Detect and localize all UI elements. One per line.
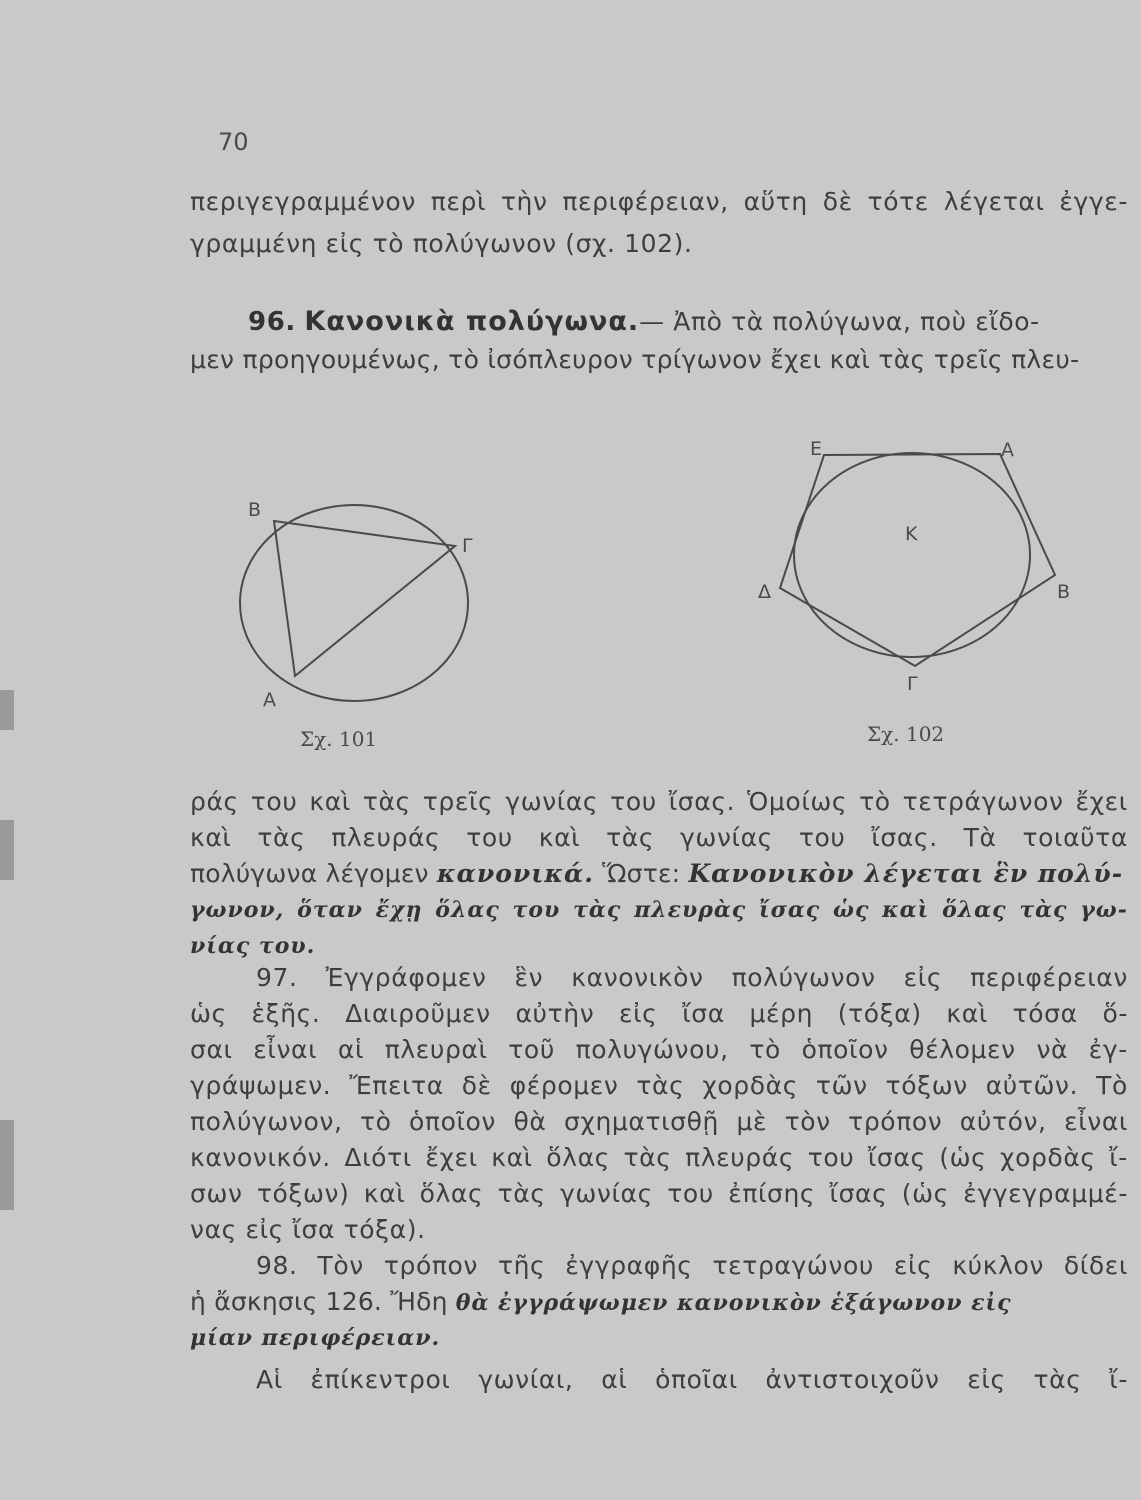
word: θέλομεν [909, 1035, 1016, 1064]
word: του [512, 897, 561, 923]
word: αὐτόν, [959, 1107, 1047, 1136]
section-98-line-2 [190, 1284, 1128, 1321]
word: τὴν [500, 187, 548, 216]
section-96-line1-rest: — Ἀπὸ τὰ πολύγωνα, ποὺ εἴδο- [639, 307, 1040, 336]
word: (ὡς [939, 1143, 987, 1172]
word: ἔχει [1075, 787, 1128, 816]
section-97-line-3 [190, 1032, 1128, 1068]
word: τρεῖς [422, 787, 494, 816]
margin-scan-mark [0, 820, 14, 880]
word: εἰς [967, 1365, 1006, 1394]
word: τὰς [573, 897, 622, 923]
word: ὡς [190, 999, 227, 1028]
word: ὅ- [1102, 999, 1128, 1028]
word: πολύγωνον, [190, 1107, 343, 1136]
word: ἴσας [759, 897, 821, 923]
figure-102-label-D: Δ [758, 581, 771, 603]
word: ἐγ- [1088, 1035, 1128, 1064]
word: ἐπίκεντροι [310, 1365, 451, 1394]
word: πλευράς [685, 1143, 795, 1172]
word: τὸ [859, 787, 891, 816]
word: Τὸν [317, 1251, 364, 1280]
word: τόξων [885, 1071, 968, 1100]
intro-line-1 [190, 184, 1128, 220]
section-97-line-7 [190, 1176, 1128, 1212]
word: ράς [190, 787, 239, 816]
section-97-line-2 [190, 996, 1128, 1032]
word: γράψωμεν. [190, 1071, 332, 1100]
word: τὰς [636, 1071, 685, 1100]
word: ἴσας [829, 1179, 888, 1208]
word: Διαιροῦμεν [345, 999, 491, 1028]
word: κύκλον [952, 1251, 1044, 1280]
section-97-line-1 [190, 960, 1128, 996]
word: ὅλας [419, 1179, 484, 1208]
word: αἱ [337, 1035, 365, 1064]
word: τὰς [606, 823, 655, 852]
word: του [466, 823, 513, 852]
para-line-4 [190, 892, 1128, 928]
word: θὰ [513, 1107, 547, 1136]
word: καὶ [190, 823, 232, 852]
word: περιγεγραμμένον [190, 187, 416, 216]
word: σαι [190, 1035, 233, 1064]
word: Ὁμοίως [747, 787, 848, 816]
section-98-line-1-text [256, 1248, 1128, 1284]
word: πλευρὰς [634, 897, 747, 923]
word: ἀντιστοιχοῦν [765, 1365, 940, 1394]
word: τὰς [497, 1179, 546, 1208]
word: περὶ [430, 187, 487, 216]
word: τετραγώνου [712, 1251, 874, 1280]
word: λέγεται [943, 187, 1045, 216]
word: τρόπον [383, 1251, 478, 1280]
section-98-line-4-text [256, 1362, 1128, 1398]
word: εἰς [903, 963, 943, 992]
word: καὶ [538, 823, 581, 852]
word: ὅλας [435, 897, 500, 923]
para-line-2 [190, 820, 1128, 856]
word: αὐτὴν [515, 999, 595, 1028]
word: τὸν [784, 1107, 831, 1136]
figure-102-circle-in-pentagon [755, 435, 1075, 700]
word: καὶ [309, 787, 351, 816]
margin-scan-mark [0, 1120, 14, 1210]
word: περιφέρειαν, [562, 187, 729, 216]
word: Τὰ [963, 823, 997, 852]
word: καὶ [946, 999, 988, 1028]
word: τὰς [1019, 897, 1068, 923]
word: δίδει [1063, 1251, 1128, 1280]
word: τόσα [1012, 999, 1078, 1028]
word: τόξων) [256, 1179, 350, 1208]
word: κανονικόν. [190, 1143, 331, 1172]
figure-102-label-K: Κ [905, 523, 918, 545]
figure-101-caption: Σχ. 101 [300, 727, 378, 751]
section-96-number: 96. [248, 307, 296, 337]
word: ὅλας [942, 897, 1007, 923]
intro-line-2: γραμμένη εἰς τὸ πολύγωνον (σχ. 102). [190, 229, 693, 258]
word: ὁποῖον [409, 1107, 496, 1136]
word: ἓν [514, 963, 544, 992]
word: καὶ [363, 1179, 406, 1208]
margin-scan-mark [0, 690, 14, 730]
word: χορδὰς [702, 1071, 798, 1100]
word: ἐπίσης [728, 1179, 816, 1208]
word: ἴσας [867, 1143, 926, 1172]
circumscribed-pentagon [780, 454, 1055, 666]
section-98-line-4 [190, 1362, 1128, 1398]
word: αὐτῶν. [985, 1071, 1079, 1100]
word: τὰς [1033, 1365, 1082, 1394]
word: (ὡς [901, 1179, 949, 1208]
para-line-3-plain: πολύγωνα λέγομεν [190, 859, 429, 888]
word: φέρομεν [509, 1071, 619, 1100]
word: ἴσας. [668, 787, 736, 816]
word: ὡς [833, 897, 870, 923]
word: πολυγώνου, [575, 1035, 729, 1064]
figure-101-label-A: Α [263, 689, 276, 711]
word: γωνίας [505, 787, 599, 816]
word: τὰς [257, 823, 306, 852]
word: γωνίας [680, 823, 773, 852]
word: ἐγγεγραμμέ- [963, 1179, 1128, 1208]
figure-102-label-G: Γ [907, 673, 918, 695]
word: ἴ- [1109, 1365, 1128, 1394]
section-98-line-2-bold: θὰ ἐγγράψωμεν κανονικὸν ἑξάγωνον εἰς [455, 1290, 1012, 1316]
section-98-line-3: μίαν περιφέρειαν. [190, 1325, 441, 1351]
figure-101-triangle-in-circle [230, 490, 510, 720]
word: ἔχει [425, 1143, 478, 1172]
word: εἶναι [253, 1035, 318, 1064]
word: αὕτη [743, 187, 808, 216]
section-96-line-2: μεν προηγουμένως, τὸ ἰσόπλευρον τρίγωνον ἔχει καὶ τὰς τρεῖς πλευ- [190, 345, 1080, 374]
word: τὰς [362, 787, 411, 816]
para-line-1 [190, 784, 1128, 820]
word: ἴσας. [871, 823, 938, 852]
word: σων [190, 1179, 243, 1208]
word: καὶ [882, 897, 930, 923]
word: τοιαῦτα [1022, 823, 1128, 852]
word: γωνίας [559, 1179, 653, 1208]
inscribed-circle [794, 453, 1030, 657]
para-line-3-plain2: Ὥστε: [602, 859, 681, 888]
word: νὰ [1036, 1035, 1069, 1064]
word: 97. [256, 963, 298, 992]
word: τὸ [360, 1107, 392, 1136]
word: γωνίαι, [478, 1365, 574, 1394]
word: δὲ [461, 1071, 492, 1100]
page-number: 70 [218, 128, 249, 156]
word: Τὸ [1096, 1071, 1128, 1100]
word: 98. [256, 1251, 298, 1280]
section-97-line-5 [190, 1104, 1128, 1140]
word: τότε [867, 187, 929, 216]
word: τῶν [815, 1071, 868, 1100]
word: χορδὰς [1000, 1143, 1096, 1172]
figure-102-label-B: Β [1057, 581, 1071, 603]
section-97-line-8: νας εἰς ἴσα τόξα). [190, 1215, 426, 1244]
word: δὲ [822, 187, 853, 216]
word: ἐγγε- [1059, 187, 1128, 216]
word: ἴ- [1109, 1143, 1128, 1172]
word: εἰς [893, 1251, 933, 1280]
section-97-line-6 [190, 1140, 1128, 1176]
word: σχηματισθῇ [563, 1107, 719, 1136]
word: του [807, 1143, 855, 1172]
word: ὁποῖαι [655, 1365, 738, 1394]
section-97-line-4 [190, 1068, 1128, 1104]
word: εἰς [619, 999, 658, 1028]
figure-102-label-A: Α [1001, 439, 1014, 461]
para-line-3 [190, 856, 1128, 892]
figure-102-caption: Σχ. 102 [867, 722, 945, 746]
word: μέρη [749, 999, 814, 1028]
word: Αἱ [256, 1365, 283, 1394]
word: του [798, 823, 846, 852]
word: (τόξα) [837, 999, 922, 1028]
figure-101-label-G: Γ [462, 535, 473, 557]
word: γω- [1080, 897, 1128, 923]
word: τοῦ [508, 1035, 555, 1064]
circumscribed-circle [240, 505, 468, 701]
equilateral-triangle [274, 521, 455, 676]
word: Ἐγγράφομεν [325, 963, 487, 992]
word: τῆς [497, 1251, 546, 1280]
para-line-5: νίας του. [190, 933, 316, 959]
word: γωνον, [190, 897, 285, 923]
para-line-3-bold2: Κανονικὸν λέγεται ἓν πολύ- [688, 859, 1124, 888]
section-96-heading-line [190, 304, 1128, 340]
word: ὁποῖον [801, 1035, 889, 1064]
para-line-3-bold: κανονικά. [436, 859, 594, 888]
word: τὸ [749, 1035, 781, 1064]
word: μὲ [736, 1107, 768, 1136]
word: πλευραὶ [384, 1035, 488, 1064]
word: περιφέρειαν [970, 963, 1128, 992]
word: πλευράς [331, 823, 441, 852]
section-98-line-1 [190, 1248, 1128, 1284]
word: καὶ [491, 1143, 533, 1172]
word: Ἔπειτα [349, 1071, 444, 1100]
figure-101-label-B: Β [248, 499, 262, 521]
section-98-line-2-plain: ἡ ἄσκησις 126. Ἤδη [190, 1287, 448, 1316]
word: εἶναι [1064, 1107, 1128, 1136]
word: ὅλας [546, 1143, 610, 1172]
figure-102-label-E: Ε [810, 438, 823, 460]
section-96-title: Κανονικὰ πολύγωνα. [304, 306, 640, 337]
section-97-line-1-text [256, 960, 1128, 996]
word: τετράγωνον [902, 787, 1064, 816]
word: τρόπον [848, 1107, 943, 1136]
word: αἱ [601, 1365, 628, 1394]
word: ἑξῆς. [251, 999, 321, 1028]
word: τὰς [623, 1143, 672, 1172]
word: ἔχῃ [375, 897, 423, 923]
word: του [667, 1179, 714, 1208]
word: του [250, 787, 298, 816]
word: ὅταν [297, 897, 363, 923]
word: του [610, 787, 657, 816]
word: κανονικὸν [571, 963, 704, 992]
word: πολύγωνον [731, 963, 876, 992]
word: ἐγγραφῆς [565, 1251, 693, 1280]
word: Διότι [344, 1143, 412, 1172]
word: ἴσα [682, 999, 725, 1028]
